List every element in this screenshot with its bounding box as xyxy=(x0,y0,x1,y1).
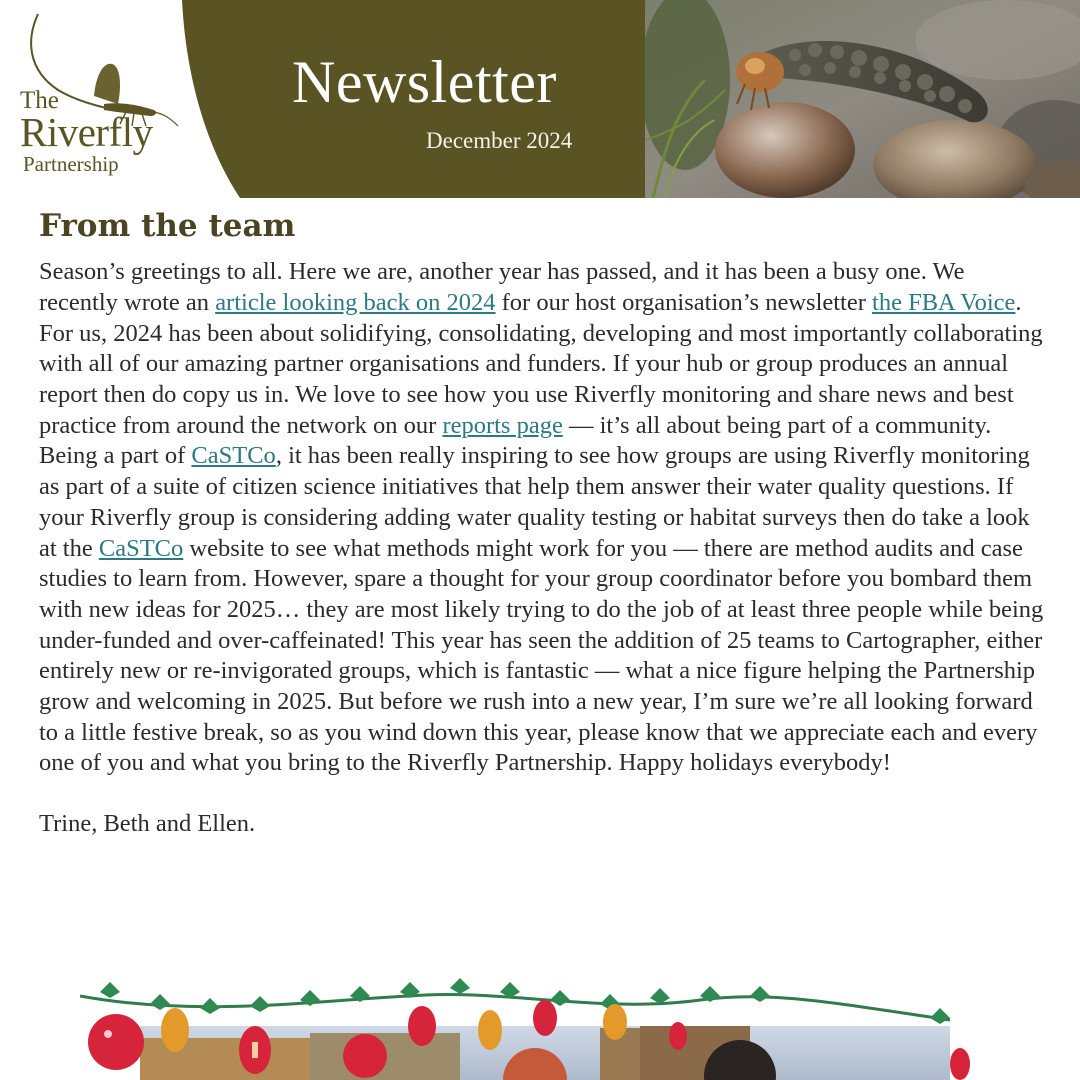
logo-text-partnership: Partnership xyxy=(23,152,119,176)
section-heading: From the team xyxy=(39,208,296,244)
newsletter-header xyxy=(0,0,1080,198)
caddisfly-larva-photo xyxy=(645,0,1080,198)
newsletter-title: Newsletter xyxy=(292,49,557,115)
logo-text-riverfly: Riverfly xyxy=(20,109,153,155)
logo-text-the: The xyxy=(20,87,59,114)
body-text-segment: for our host organisation’s newsletter xyxy=(495,288,873,316)
festive-team-photo xyxy=(80,978,980,1080)
castco-website-link[interactable]: CaSTCo xyxy=(98,534,184,562)
article xyxy=(39,208,1049,840)
article-link-2024[interactable]: article looking back on 2024 xyxy=(215,288,496,316)
body-text-segment: Season’s greetings to all. Here we are, another year has passed, and it has been a busy one. We recently wrote an xyxy=(39,258,965,316)
body-text-segment: . For us, 2024 has been about solidifying, consolidating, developing and most importantly collaborating with all of our amazing partner organisations and funders. If your hub or group produces an annual report then do copy us in. We love to see how you use Riverfly monitoring and share news and best practice from around the network on our xyxy=(39,288,1043,439)
body-text-segment: — it’s all about being part of a community. Being a part of xyxy=(39,411,992,470)
body-text-segment: , it has been really inspiring to see how groups are using Riverfly monitoring as part of a suite of citizen science initiatives that help them answer their water quality questions. If your Riverfly group is considering adding water quality testing or habitat surveys then do take a look at the xyxy=(39,442,1030,562)
fba-voice-link[interactable]: the FBA Voice xyxy=(872,288,1016,316)
body-text-segment: website to see what methods might work for you — there are method audits and case studies to learn from. However, spare a thought for your group coordinator before you bombard them with new ideas for 2025… they are most likely trying to do the job of at least three people while being under-funded and over-caffeinated! This year has seen the addition of 25 teams to Cartographer, either entirely new or re-invigorated groups, which is fantastic — what a nice figure helping the Partnership grow and welcoming in 2025. But before we rush into a new year, I’m sure we’re all looking forward to a little festive break, so as you wind down this year, please know that we appreciate each and every one of you and what you bring to the Riverfly Partnership. Happy holidays everybody! xyxy=(39,534,1044,777)
article-body xyxy=(39,257,1049,779)
signoff: Trine, Beth and Ellen. xyxy=(39,810,256,838)
newsletter-date: December 2024 xyxy=(426,128,573,153)
castco-link[interactable]: CaSTCo xyxy=(191,442,276,470)
reports-page-link[interactable]: reports page xyxy=(442,411,563,439)
